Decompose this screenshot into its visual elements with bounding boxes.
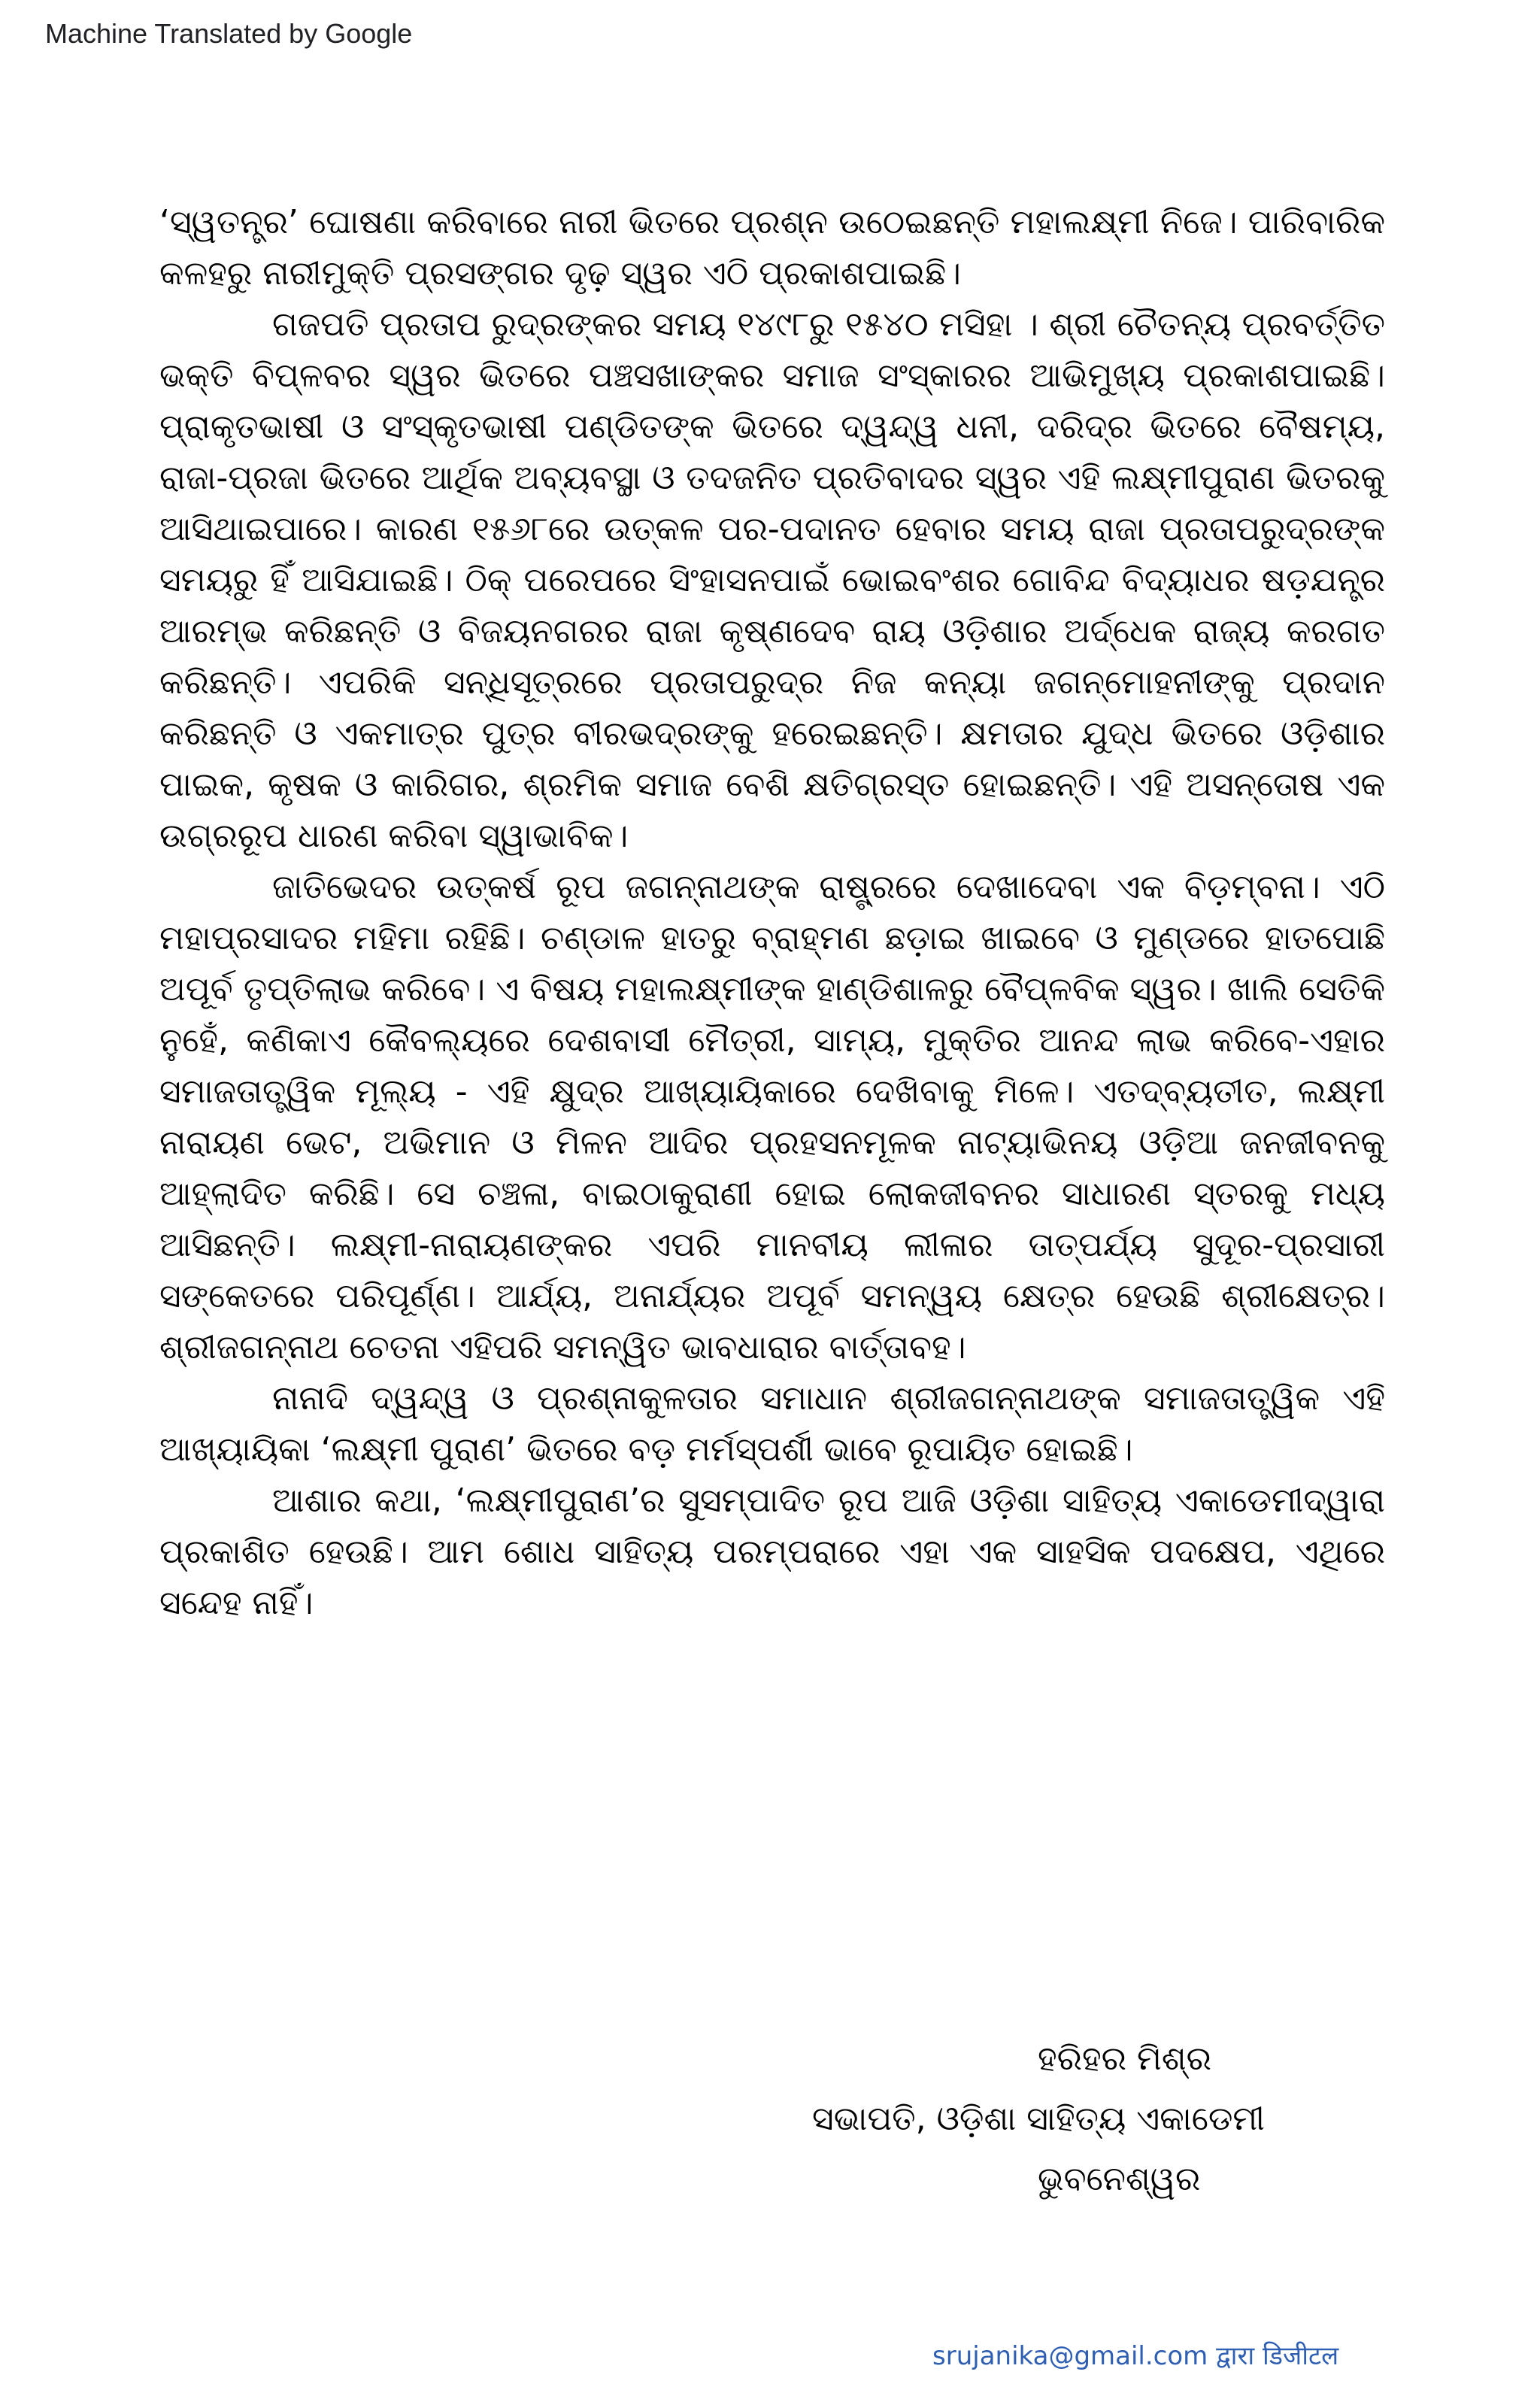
signatory-name: ହରିହର ମିଶ୍ର: [1038, 2040, 1211, 2078]
paragraph-1: ‘ସ୍ୱତନ୍ତ୍ର’ ଘୋଷଣା କରିବାରେ ନାରୀ ଭିତରେ ପ୍ରଶ୍ନ ଉଠେଇଛନ୍ତି ମହାଲକ୍ଷ୍ମୀ ନିଜେ। ପାରିବାରିକ କଳହରୁ ନାରୀମୁକ୍ତି ପ୍ରସଙ୍ଗର ଦୃଢ଼ ସ୍ୱର ଏଠି ପ୍ରକାଶପାଇଛି।: [159, 203, 1385, 293]
paragraph-3: ଜାତିଭେଦର ଉତ୍କର୍ଷ ରୂପ ଜଗନ୍ନାଥଙ୍କ ରାଷ୍ଟ୍ରରେ ଦେଖାଦେବା ଏକ ବିଡ଼ମ୍ବନା। ଏଠି ମହାପ୍ରସାଦର ମହିମା ରହିଛି। ଚଣ୍ଡାଳ ହାତରୁ ବ୍ରାହ୍ମଣ ଛଡ଼ାଇ ଖାଇବେ ଓ ମୁଣ୍ଡରେ ହାତପୋଛି ଅପୂର୍ବ ତୃପ୍ତିଲାଭ କରିବେ। ଏ ବିଷୟ ମହାଲକ୍ଷ୍ମୀଙ୍କ ହାଣ୍ଡିଶାଳରୁ ବୈପ୍ଳବିକ ସ୍ୱର। ଖାଲି ସେତିକି ନୁହେଁ, କଣିକାଏ କୈବଲ୍ୟରେ ଦେଶବାସୀ ମୈତ୍ରୀ, ସାମ୍ୟ, ମୁକ୍ତିର ଆନନ୍ଦ ଲାଭ କରିବେ-ଏହାର ସମାଜତାତ୍ତ୍ୱିକ ମୂଲ୍ୟ - ଏହି କ୍ଷୁଦ୍ର ଆଖ୍ୟାୟିକାରେ ଦେଖିବାକୁ ମିଳେ। ଏତଦ୍‌ବ୍ୟତୀତ, ଲକ୍ଷ୍ମୀ ନାରାୟଣ ଭେଟ, ଅଭିମାନ ଓ ମିଳନ ଆଦିର ପ୍ରହସନମୂଳକ ନାଟ୍ୟାଭିନୟ ଓଡ଼ିଆ ଜନଜୀବନକୁ ଆହ୍ଲାଦିତ କରିଛି। ସେ ଚଞ୍ଚଳା, ବାଇଠାକୁରାଣୀ ହୋଇ ଲୋକଜୀବନର ସାଧାରଣ ସ୍ତରକୁ ମଧ୍ୟ ଆସିଛନ୍ତି। ଲକ୍ଷ୍ମୀ-ନାରାୟଣଙ୍କର ଏପରି ମାନବୀୟ ଲୀଳାର ତାତ୍ପର୍ଯ୍ୟ ସୁଦୂର-ପ୍ରସାରୀ ସଙ୍କେତରେ ପରିପୂର୍ଣ୍ଣ। ଆର୍ଯ୍ୟ, ଅନାର୍ଯ୍ୟର ଅପୂର୍ବ ସମନ୍ୱୟ କ୍ଷେତ୍ର ହେଉଛି ଶ୍ରୀକ୍ଷେତ୍ର। ଶ୍ରୀଜଗନ୍ନାଥ ଚେତନା ଏହିପରି ସମନ୍ୱିତ ଭାବଧାରାର ବାର୍ତ୍ତାବହ।: [159, 868, 1385, 1366]
paragraph-2: ଗଜପତି ପ୍ରତାପ ରୁଦ୍ରଙ୍କର ସମୟ ୧୪୯୮ରୁ ୧୫୪୦ ମସିହା । ଶ୍ରୀ ଚୈତନ୍ୟ ପ୍ରବର୍ତ୍ତିତ ଭକ୍ତି ବିପ୍ଳବର ସ୍ୱର ଭିତରେ ପଞ୍ଚସଖାଙ୍କର ସମାଜ ସଂସ୍କାରର ଆଭିମୁଖ୍ୟ ପ୍ରକାଶପାଇଛି। ପ୍ରାକୃତଭାଷୀ ଓ ସଂସ୍କୃତଭାଷୀ ପଣ୍ଡିତଙ୍କ ଭିତରେ ଦ୍ୱନ୍ଦ୍ୱ ଧନୀ, ଦରିଦ୍ର ଭିତରେ ବୈଷମ୍ୟ, ରାଜା-ପ୍ରଜା ଭିତରେ ଆର୍ଥିକ ଅବ୍ୟବସ୍ଥା ଓ ତଦଜନିତ ପ୍ରତିବାଦର ସ୍ୱର ଏହି ଲକ୍ଷ୍ମୀପୁରାଣ ଭିତରକୁ ଆସିଥାଇପାରେ। କାରଣ ୧୫୬୮ରେ ଉତ୍କଳ ପର-ପଦାନତ ହେବାର ସମୟ ରାଜା ପ୍ରତାପରୁଦ୍ରଙ୍କ ସମୟରୁ ହିଁ ଆସିଯାଇଛି। ଠିକ୍ ପରେପରେ ସିଂହାସନପାଇଁ ଭୋଇବଂଶର ଗୋବିନ୍ଦ ବିଦ୍ୟାଧର ଷଡ଼ଯନ୍ତ୍ର ଆରମ୍ଭ କରିଛନ୍ତି ଓ ବିଜୟନଗରର ରାଜା କୃଷ୍ଣଦେବ ରାୟ ଓଡ଼ିଶାର ଅର୍ଦ୍ଧେକ ରାଜ୍ୟ କରଗତ କରିଛନ୍ତି। ଏପରିକି ସନ୍ଧିସୂତ୍ରରେ ପ୍ରତାପରୁଦ୍ର ନିଜ କନ୍ୟା ଜଗନ୍ମୋହନୀଙ୍କୁ ପ୍ରଦାନ କରିଛନ୍ତି ଓ ଏକମାତ୍ର ପୁତ୍ର ବୀରଭଦ୍ରଙ୍କୁ ହରେଇଛନ୍ତି। କ୍ଷମତାର ଯୁଦ୍ଧ ଭିତରେ ଓଡ଼ିଶାର ପାଇକ, କୃଷକ ଓ କାରିଗର, ଶ୍ରମିକ ସମାଜ ବେଶି କ୍ଷତିଗ୍ରସ୍ତ ହୋଇଛନ୍ତି। ଏହି ଅସନ୍ତୋଷ ଏକ ଉଗ୍ରରୂପ ଧାରଣ କରିବା ସ୍ୱାଭାବିକ।: [159, 305, 1385, 855]
signatory-place: ଭୁବନେଶ୍ୱର: [1038, 2160, 1201, 2198]
machine-translation-notice: Machine Translated by Google: [45, 18, 413, 49]
document-body: [159, 197, 1385, 1629]
paragraph-4: ନାନାଦି ଦ୍ୱନ୍ଦ୍ୱ ଓ ପ୍ରଶ୍ନାକୁଳତାର ସମାଧାନ ଶ୍ରୀଜଗନ୍ନାଥଙ୍କ ସମାଜତାତ୍ତ୍ୱିକ ଏହି ଆଖ୍ୟାୟିକା ‘ଲକ୍ଷ୍ମୀ ପୁରାଣ’ ଭିତରେ ବଡ଼ ମର୍ମସ୍ପର୍ଶୀ ଭାବେ ରୂପାୟିତ ହୋଇଛି।: [159, 1379, 1385, 1469]
paragraph-5: ଆଶାର କଥା, ‘ଲକ୍ଷ୍ମୀପୁରାଣ’ର ସୁସମ୍ପାଦିତ ରୂପ ଆଜି ଓଡ଼ିଶା ସାହିତ୍ୟ ଏକାଡେମୀଦ୍ୱାରା ପ୍ରକାଶିତ ହେଉଛି। ଆମ ଶୋଧ ସାହିତ୍ୟ ପରମ୍ପରାରେ ଏହା ଏକ ସାହସିକ ପଦକ୍ଷେପ, ଏଥିରେ ସନ୍ଦେହ ନାହିଁ।: [159, 1482, 1385, 1622]
digitized-by-credit: srujanika@gmail.com द्वारा डिजीटल: [932, 2341, 1339, 2371]
signatory-title: ସଭାପତି, ଓଡ଼ିଶା ସାହିତ୍ୟ ଏକାଡେମୀ: [812, 2100, 1265, 2138]
